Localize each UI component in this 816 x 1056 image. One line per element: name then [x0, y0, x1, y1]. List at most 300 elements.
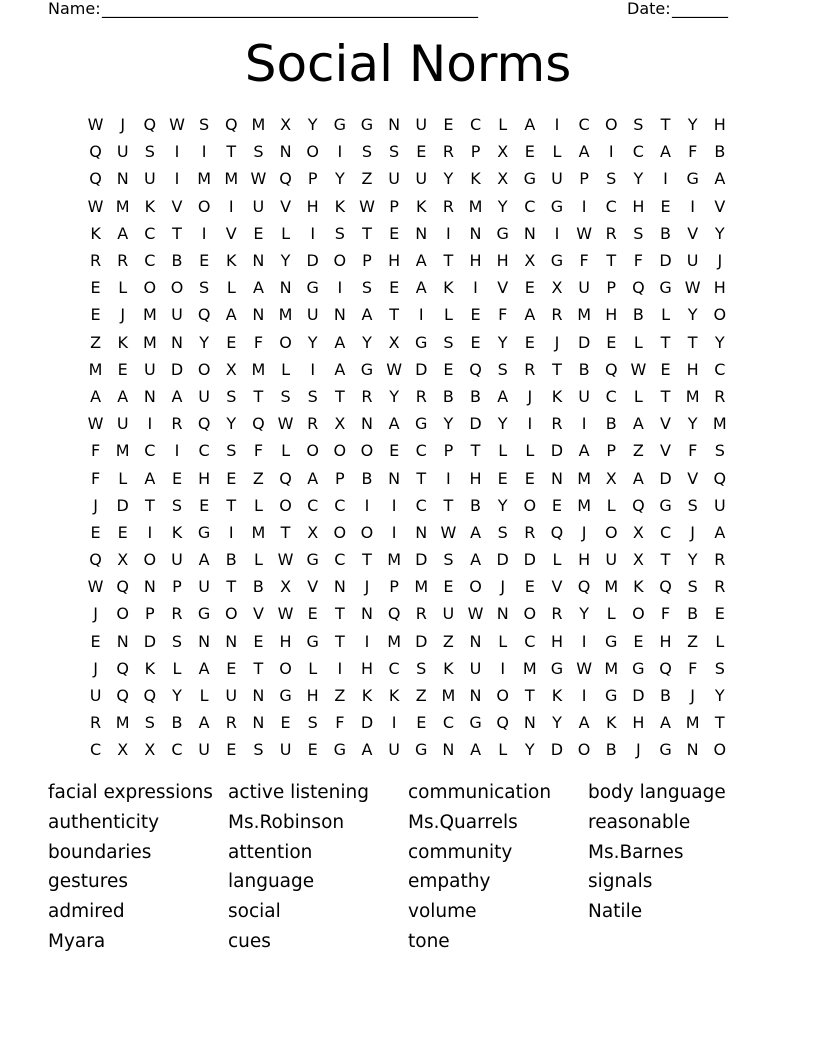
- grid-letter[interactable]: S: [497, 359, 508, 379]
- grid-letter[interactable]: G: [306, 631, 319, 651]
- grid-letter[interactable]: M: [441, 686, 456, 706]
- grid-letter[interactable]: A: [578, 142, 590, 162]
- grid-letter[interactable]: R: [714, 386, 726, 406]
- grid-letter[interactable]: R: [605, 223, 617, 243]
- grid-letter[interactable]: I: [581, 414, 587, 434]
- grid-letter[interactable]: T: [524, 686, 535, 706]
- grid-letter[interactable]: V: [551, 577, 563, 597]
- grid-letter[interactable]: B: [171, 713, 183, 733]
- grid-letter[interactable]: E: [443, 577, 454, 597]
- grid-letter[interactable]: F: [335, 713, 345, 733]
- grid-letter[interactable]: N: [279, 142, 292, 162]
- grid-letter[interactable]: I: [174, 169, 180, 189]
- grid-letter[interactable]: U: [116, 142, 129, 162]
- grid-letter[interactable]: Y: [497, 332, 508, 352]
- grid-letter[interactable]: E: [416, 142, 427, 162]
- grid-letter[interactable]: G: [659, 495, 672, 515]
- grid-letter[interactable]: Y: [497, 495, 508, 515]
- grid-letter[interactable]: T: [362, 550, 372, 570]
- grid-letter[interactable]: A: [117, 223, 129, 243]
- grid-letter[interactable]: U: [605, 550, 618, 570]
- grid-letter[interactable]: N: [116, 169, 129, 189]
- grid-letter[interactable]: E: [389, 278, 400, 298]
- grid-letter[interactable]: T: [660, 550, 671, 570]
- grid-letter[interactable]: L: [199, 686, 209, 706]
- grid-letter[interactable]: T: [334, 604, 345, 624]
- grid-letter[interactable]: M: [251, 115, 266, 135]
- grid-letter[interactable]: N: [388, 115, 401, 135]
- grid-letter[interactable]: C: [578, 115, 590, 135]
- grid-letter[interactable]: T: [172, 223, 182, 243]
- grid-letter[interactable]: T: [443, 495, 454, 515]
- grid-letter[interactable]: T: [280, 522, 291, 542]
- grid-letter[interactable]: I: [500, 658, 506, 678]
- grid-letter[interactable]: U: [686, 251, 699, 271]
- grid-letter[interactable]: L: [498, 740, 508, 760]
- grid-letter[interactable]: R: [442, 142, 454, 162]
- grid-letter[interactable]: L: [118, 468, 128, 488]
- grid-letter[interactable]: C: [415, 495, 427, 515]
- grid-letter[interactable]: W: [87, 115, 104, 135]
- grid-letter[interactable]: Y: [362, 332, 372, 352]
- grid-letter[interactable]: E: [524, 278, 535, 298]
- grid-letter[interactable]: W: [684, 278, 701, 298]
- grid-letter[interactable]: J: [690, 522, 696, 542]
- grid-letter[interactable]: N: [469, 223, 482, 243]
- grid-letter[interactable]: W: [277, 550, 294, 570]
- grid-letter[interactable]: Q: [659, 658, 672, 678]
- grid-letter[interactable]: S: [714, 441, 725, 461]
- grid-letter[interactable]: I: [554, 115, 560, 135]
- grid-letter[interactable]: W: [440, 522, 457, 542]
- grid-letter[interactable]: K: [605, 713, 617, 733]
- grid-letter[interactable]: E: [606, 332, 617, 352]
- grid-letter[interactable]: D: [469, 414, 482, 434]
- grid-letter[interactable]: Y: [687, 115, 698, 135]
- grid-letter[interactable]: M: [468, 196, 483, 216]
- grid-letter[interactable]: X: [388, 332, 400, 352]
- grid-letter[interactable]: M: [577, 495, 591, 515]
- grid-letter[interactable]: E: [524, 332, 535, 352]
- grid-letter[interactable]: T: [687, 332, 698, 352]
- grid-letter[interactable]: T: [660, 386, 671, 406]
- grid-letter[interactable]: T: [253, 386, 264, 406]
- grid-letter[interactable]: T: [660, 332, 671, 352]
- grid-letter[interactable]: C: [714, 359, 726, 379]
- grid-letter[interactable]: A: [632, 468, 644, 488]
- grid-letter[interactable]: M: [577, 305, 591, 325]
- grid-letter[interactable]: U: [116, 414, 129, 434]
- grid-letter[interactable]: M: [197, 169, 212, 189]
- grid-letter[interactable]: C: [144, 223, 156, 243]
- grid-letter[interactable]: M: [251, 359, 266, 379]
- grid-letter[interactable]: A: [497, 386, 509, 406]
- grid-letter[interactable]: K: [361, 686, 373, 706]
- grid-letter[interactable]: U: [415, 169, 428, 189]
- grid-letter[interactable]: L: [281, 223, 291, 243]
- grid-letter[interactable]: Y: [714, 223, 725, 243]
- grid-letter[interactable]: H: [713, 115, 726, 135]
- grid-letter[interactable]: K: [144, 658, 156, 678]
- grid-letter[interactable]: H: [388, 251, 401, 271]
- grid-letter[interactable]: L: [606, 604, 616, 624]
- grid-letter[interactable]: H: [469, 468, 482, 488]
- grid-letter[interactable]: U: [415, 115, 428, 135]
- grid-letter[interactable]: C: [307, 495, 319, 515]
- grid-letter[interactable]: N: [143, 577, 156, 597]
- grid-letter[interactable]: D: [415, 550, 428, 570]
- grid-letter[interactable]: R: [171, 414, 183, 434]
- grid-letter[interactable]: X: [280, 577, 292, 597]
- grid-letter[interactable]: D: [170, 359, 184, 379]
- grid-letter[interactable]: O: [143, 550, 157, 570]
- grid-letter[interactable]: J: [690, 686, 696, 706]
- grid-letter[interactable]: D: [415, 359, 428, 379]
- grid-letter[interactable]: N: [198, 631, 211, 651]
- grid-letter[interactable]: T: [226, 495, 237, 515]
- grid-letter[interactable]: I: [337, 142, 343, 162]
- grid-letter[interactable]: K: [443, 278, 454, 298]
- grid-letter[interactable]: Y: [579, 604, 589, 624]
- grid-letter[interactable]: O: [143, 278, 157, 298]
- grid-letter[interactable]: V: [660, 441, 671, 461]
- grid-letter[interactable]: L: [172, 658, 182, 678]
- grid-letter[interactable]: U: [388, 169, 400, 189]
- grid-letter[interactable]: K: [633, 577, 644, 597]
- grid-letter[interactable]: Q: [143, 686, 157, 706]
- grid-letter[interactable]: I: [201, 223, 207, 243]
- grid-letter[interactable]: T: [660, 115, 671, 135]
- grid-letter[interactable]: L: [633, 332, 643, 352]
- grid-letter[interactable]: S: [144, 142, 155, 162]
- grid-letter[interactable]: S: [633, 223, 644, 243]
- grid-letter[interactable]: M: [142, 305, 157, 325]
- grid-letter[interactable]: O: [496, 686, 509, 706]
- grid-letter[interactable]: I: [690, 196, 696, 216]
- grid-letter[interactable]: P: [389, 196, 399, 216]
- grid-letter[interactable]: S: [361, 142, 373, 162]
- grid-letter[interactable]: G: [306, 550, 319, 570]
- grid-letter[interactable]: Y: [443, 414, 454, 434]
- grid-letter[interactable]: U: [198, 740, 210, 760]
- grid-letter[interactable]: H: [306, 196, 319, 216]
- grid-letter[interactable]: I: [228, 522, 234, 542]
- grid-letter[interactable]: U: [306, 305, 319, 325]
- grid-letter[interactable]: D: [550, 740, 564, 760]
- grid-letter[interactable]: B: [470, 386, 482, 406]
- grid-letter[interactable]: N: [388, 468, 401, 488]
- grid-letter[interactable]: S: [253, 740, 264, 760]
- grid-letter[interactable]: M: [604, 577, 619, 597]
- grid-letter[interactable]: S: [253, 142, 264, 162]
- grid-letter[interactable]: B: [632, 305, 644, 325]
- grid-letter[interactable]: Q: [713, 468, 727, 488]
- grid-letter[interactable]: Y: [334, 169, 345, 189]
- grid-letter[interactable]: Q: [496, 713, 509, 733]
- grid-letter[interactable]: A: [660, 142, 671, 162]
- grid-letter[interactable]: P: [470, 142, 481, 162]
- grid-letter[interactable]: A: [660, 713, 671, 733]
- grid-letter[interactable]: J: [93, 604, 98, 624]
- grid-letter[interactable]: H: [496, 251, 509, 271]
- grid-letter[interactable]: Z: [442, 631, 454, 651]
- grid-letter[interactable]: S: [687, 495, 698, 515]
- grid-letter[interactable]: H: [469, 251, 482, 271]
- grid-letter[interactable]: U: [143, 169, 156, 189]
- grid-letter[interactable]: Y: [307, 115, 318, 135]
- grid-letter[interactable]: M: [577, 468, 591, 488]
- grid-letter[interactable]: I: [174, 441, 180, 461]
- grid-letter[interactable]: V: [497, 278, 509, 298]
- grid-letter[interactable]: R: [171, 604, 183, 624]
- grid-letter[interactable]: M: [712, 414, 727, 434]
- grid-letter[interactable]: G: [415, 740, 428, 760]
- grid-letter[interactable]: L: [308, 658, 318, 678]
- grid-letter[interactable]: L: [443, 305, 453, 325]
- grid-letter[interactable]: P: [145, 604, 155, 624]
- grid-letter[interactable]: L: [552, 550, 562, 570]
- grid-letter[interactable]: P: [172, 577, 182, 597]
- grid-letter[interactable]: U: [551, 169, 563, 189]
- grid-letter[interactable]: L: [498, 441, 508, 461]
- grid-letter[interactable]: R: [714, 550, 726, 570]
- grid-letter[interactable]: L: [498, 115, 508, 135]
- grid-letter[interactable]: S: [171, 631, 183, 651]
- grid-letter[interactable]: X: [605, 468, 617, 488]
- grid-letter[interactable]: O: [306, 142, 319, 162]
- grid-letter[interactable]: X: [334, 414, 346, 434]
- grid-letter[interactable]: V: [225, 223, 237, 243]
- grid-letter[interactable]: G: [686, 169, 699, 189]
- grid-letter[interactable]: H: [632, 713, 645, 733]
- grid-letter[interactable]: H: [198, 468, 211, 488]
- grid-letter[interactable]: U: [198, 386, 210, 406]
- grid-letter[interactable]: N: [550, 468, 563, 488]
- grid-letter[interactable]: Y: [199, 332, 210, 352]
- grid-letter[interactable]: U: [713, 495, 726, 515]
- grid-letter[interactable]: O: [170, 278, 184, 298]
- grid-letter[interactable]: T: [334, 386, 345, 406]
- grid-letter[interactable]: Y: [714, 332, 725, 352]
- grid-letter[interactable]: E: [524, 577, 535, 597]
- grid-letter[interactable]: F: [498, 305, 508, 325]
- grid-letter[interactable]: I: [446, 468, 451, 488]
- grid-letter[interactable]: P: [606, 441, 617, 461]
- grid-letter[interactable]: B: [605, 414, 617, 434]
- grid-letter[interactable]: W: [87, 196, 104, 216]
- grid-letter[interactable]: T: [416, 468, 427, 488]
- grid-letter[interactable]: E: [389, 223, 400, 243]
- grid-letter[interactable]: W: [576, 658, 593, 678]
- grid-letter[interactable]: I: [310, 359, 316, 379]
- grid-letter[interactable]: H: [713, 278, 726, 298]
- grid-letter[interactable]: M: [88, 359, 103, 379]
- grid-letter[interactable]: G: [605, 686, 618, 706]
- grid-letter[interactable]: O: [632, 604, 645, 624]
- grid-letter[interactable]: Q: [659, 577, 672, 597]
- grid-letter[interactable]: P: [335, 468, 345, 488]
- grid-letter[interactable]: C: [524, 631, 536, 651]
- grid-letter[interactable]: J: [120, 305, 126, 325]
- grid-letter[interactable]: Y: [714, 686, 725, 706]
- grid-letter[interactable]: E: [117, 359, 128, 379]
- grid-letter[interactable]: G: [605, 631, 618, 651]
- grid-letter[interactable]: S: [171, 495, 183, 515]
- grid-letter[interactable]: X: [144, 740, 156, 760]
- grid-letter[interactable]: E: [226, 468, 237, 488]
- grid-letter[interactable]: O: [279, 495, 292, 515]
- grid-letter[interactable]: A: [90, 386, 102, 406]
- grid-letter[interactable]: M: [604, 658, 619, 678]
- grid-letter[interactable]: S: [226, 441, 237, 461]
- grid-letter[interactable]: A: [361, 305, 373, 325]
- grid-letter[interactable]: G: [523, 169, 537, 189]
- grid-letter[interactable]: K: [470, 169, 481, 189]
- grid-letter[interactable]: O: [604, 522, 618, 542]
- grid-letter[interactable]: J: [93, 658, 98, 678]
- grid-letter[interactable]: F: [253, 441, 264, 461]
- grid-letter[interactable]: G: [550, 658, 564, 678]
- grid-letter[interactable]: B: [660, 223, 672, 243]
- grid-letter[interactable]: A: [470, 740, 482, 760]
- grid-letter[interactable]: T: [144, 495, 155, 515]
- grid-letter[interactable]: G: [333, 115, 347, 135]
- grid-letter[interactable]: I: [228, 196, 234, 216]
- grid-letter[interactable]: O: [713, 740, 727, 760]
- grid-letter[interactable]: F: [253, 332, 264, 352]
- grid-letter[interactable]: O: [577, 740, 591, 760]
- grid-letter[interactable]: C: [469, 115, 482, 135]
- grid-letter[interactable]: F: [90, 468, 101, 488]
- grid-letter[interactable]: A: [198, 713, 210, 733]
- grid-letter[interactable]: P: [362, 251, 372, 271]
- grid-letter[interactable]: X: [551, 278, 563, 298]
- grid-letter[interactable]: Y: [633, 169, 644, 189]
- grid-letter[interactable]: I: [337, 658, 343, 678]
- grid-letter[interactable]: S: [416, 658, 427, 678]
- grid-letter[interactable]: W: [467, 604, 484, 624]
- grid-letter[interactable]: N: [496, 604, 509, 624]
- grid-letter[interactable]: Q: [116, 577, 129, 597]
- grid-letter[interactable]: E: [660, 359, 671, 379]
- grid-letter[interactable]: Q: [89, 142, 102, 162]
- grid-letter[interactable]: Q: [469, 359, 482, 379]
- grid-letter[interactable]: D: [632, 686, 645, 706]
- grid-letter[interactable]: R: [415, 604, 427, 624]
- grid-letter[interactable]: E: [117, 522, 128, 542]
- grid-letter[interactable]: B: [171, 251, 183, 271]
- grid-letter[interactable]: J: [554, 332, 560, 352]
- grid-letter[interactable]: M: [278, 305, 293, 325]
- grid-letter[interactable]: T: [253, 658, 264, 678]
- grid-letter[interactable]: I: [364, 631, 370, 651]
- grid-letter[interactable]: S: [633, 115, 644, 135]
- grid-letter[interactable]: C: [388, 658, 400, 678]
- grid-letter[interactable]: N: [252, 305, 265, 325]
- grid-letter[interactable]: T: [606, 251, 617, 271]
- grid-letter[interactable]: N: [252, 686, 265, 706]
- grid-letter[interactable]: A: [632, 414, 644, 434]
- grid-letter[interactable]: V: [252, 604, 264, 624]
- grid-letter[interactable]: O: [197, 196, 211, 216]
- grid-letter[interactable]: Q: [577, 577, 591, 597]
- grid-letter[interactable]: E: [90, 522, 101, 542]
- grid-letter[interactable]: A: [388, 414, 400, 434]
- grid-letter[interactable]: I: [391, 522, 397, 542]
- grid-letter[interactable]: X: [117, 550, 129, 570]
- grid-letter[interactable]: Y: [389, 386, 399, 406]
- grid-letter[interactable]: M: [414, 577, 429, 597]
- grid-letter[interactable]: Q: [143, 115, 157, 135]
- grid-letter[interactable]: M: [115, 713, 130, 733]
- grid-letter[interactable]: E: [307, 740, 318, 760]
- grid-letter[interactable]: L: [253, 550, 263, 570]
- grid-letter[interactable]: M: [115, 196, 130, 216]
- grid-letter[interactable]: Q: [89, 550, 102, 570]
- grid-letter[interactable]: T: [226, 577, 237, 597]
- grid-letter[interactable]: G: [550, 196, 564, 216]
- grid-letter[interactable]: O: [523, 604, 537, 624]
- grid-letter[interactable]: C: [144, 251, 156, 271]
- grid-letter[interactable]: O: [279, 658, 292, 678]
- grid-letter[interactable]: A: [415, 278, 427, 298]
- grid-letter[interactable]: Z: [632, 441, 644, 461]
- grid-letter[interactable]: S: [443, 332, 454, 352]
- grid-letter[interactable]: O: [360, 441, 374, 461]
- grid-letter[interactable]: E: [226, 332, 237, 352]
- grid-letter[interactable]: O: [713, 305, 727, 325]
- grid-letter[interactable]: I: [663, 169, 668, 189]
- grid-letter[interactable]: S: [199, 278, 210, 298]
- grid-letter[interactable]: I: [201, 142, 207, 162]
- grid-letter[interactable]: N: [333, 305, 346, 325]
- grid-letter[interactable]: A: [307, 468, 319, 488]
- grid-letter[interactable]: Q: [279, 169, 292, 189]
- grid-letter[interactable]: K: [144, 196, 156, 216]
- grid-letter[interactable]: N: [279, 278, 292, 298]
- grid-letter[interactable]: A: [252, 278, 264, 298]
- grid-letter[interactable]: S: [199, 115, 210, 135]
- grid-letter[interactable]: K: [388, 686, 400, 706]
- grid-letter[interactable]: Q: [252, 414, 265, 434]
- grid-letter[interactable]: C: [415, 441, 427, 461]
- grid-letter[interactable]: T: [470, 441, 481, 461]
- grid-letter[interactable]: G: [360, 359, 374, 379]
- grid-letter[interactable]: M: [251, 522, 266, 542]
- grid-letter[interactable]: E: [660, 196, 671, 216]
- grid-letter[interactable]: D: [415, 631, 428, 651]
- grid-letter[interactable]: O: [469, 577, 482, 597]
- grid-letter[interactable]: B: [578, 359, 590, 379]
- grid-letter[interactable]: H: [686, 359, 699, 379]
- grid-letter[interactable]: I: [581, 196, 587, 216]
- grid-letter[interactable]: W: [169, 115, 185, 135]
- grid-letter[interactable]: I: [174, 142, 180, 162]
- grid-letter[interactable]: Q: [632, 495, 645, 515]
- grid-letter[interactable]: C: [334, 550, 346, 570]
- grid-letter[interactable]: B: [714, 142, 726, 162]
- grid-letter[interactable]: A: [361, 740, 373, 760]
- grid-letter[interactable]: T: [226, 142, 237, 162]
- grid-letter[interactable]: S: [443, 550, 454, 570]
- grid-letter[interactable]: C: [605, 386, 617, 406]
- grid-letter[interactable]: M: [224, 169, 239, 189]
- grid-letter[interactable]: G: [496, 223, 509, 243]
- grid-letter[interactable]: D: [523, 550, 536, 570]
- grid-letter[interactable]: H: [605, 305, 618, 325]
- grid-letter[interactable]: A: [198, 658, 210, 678]
- name-field-line[interactable]: _______________________________________________: [102, 0, 478, 18]
